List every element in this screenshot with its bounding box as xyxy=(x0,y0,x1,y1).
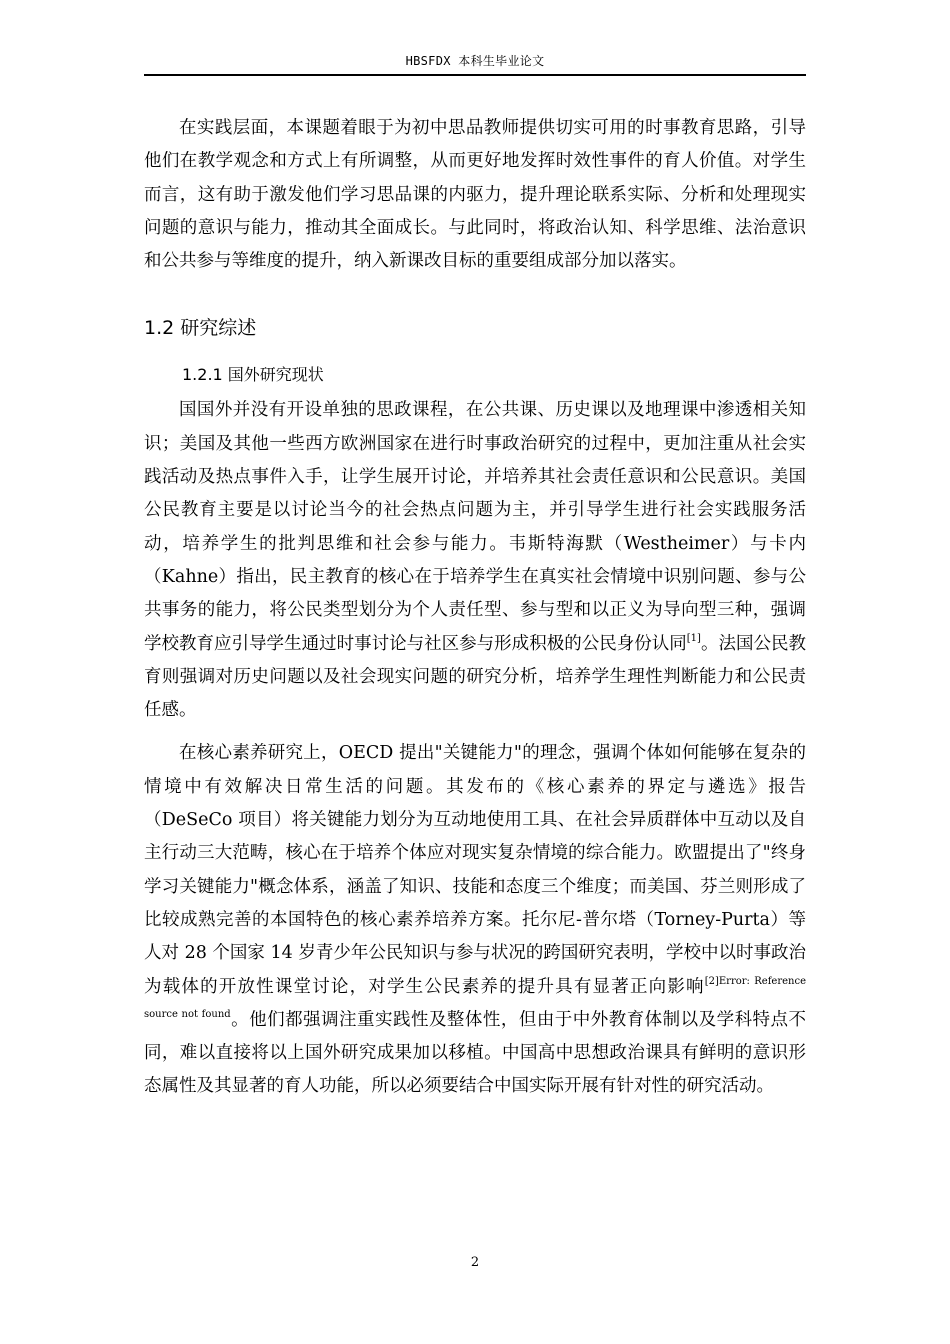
header-rule xyxy=(144,74,806,76)
citation-reference-error[interactable]: [2]Error: Reference source not found xyxy=(144,975,806,1020)
running-header: HBSFDX 本科生毕业论文 xyxy=(405,54,545,68)
paragraph-core-literacy xyxy=(144,737,806,1103)
paragraph-text: 在核心素养研究上，OECD 提出"关键能力"的理念，强调个体如何能够在复杂的情境中有效解决日常生活的问题。其发布的《核心素养的界定与遴选》报告（DeSeCo 项目）将关键能力划分为互动地使用工具、在社会异质群体中互动以及自主行动三大范畴，核心在于培养个体应对现实复杂情境的综合能力。欧盟提出了"终身学习关键能力"概念体系，涵盖了知识、技能和态度三个维度；而美国、芬兰则形成了比较成熟完善的本国特色的核心素养培养方案。托尔尼-普尔塔（Torney-Purta）等人对 28 个国家 14 岁青少年公民知识与参与状况的跨国研究表明，学校中以时事政治为载体的开放性课堂讨论，对学生公民素养的提升具有显著正向影响 xyxy=(144,743,806,997)
paragraph-text: 国国外并没有开设单独的思政课程，在公共课、历史课以及地理课中渗透相关知识；美国及其他一些西方欧洲国家在进行时事政治研究的过程中，更加注重从社会实践活动及热点事件入手，让学生展开讨论，并培养其社会责任意识和公民意识。美国公民教育主要是以讨论当今的社会热点问题为主，并引导学生进行社会实践服务活动，培养学生的批判思维和社会参与能力。韦斯特海默（Westheimer）与卡内（Kahne）指出，民主教育的核心在于培养学生在真实社会情境中识别问题、参与公共事务的能力，将公民类型划分为个人责任型、参与型和以正义为导向型三种，强调学校教育应引导学生通过时事讨论与社区参与形成积极的公民身份认同 xyxy=(144,400,806,654)
paragraph-text-tail: 。他们都强调注重实践性及整体性，但由于中外教育体制以及学科特点不同，难以直接将以上国外研究成果加以移植。中国高中思想政治课具有鲜明的意识形态属性及其显著的育人功能，所以必须要结合中国实际开展有针对性的研究活动。 xyxy=(144,1009,807,1097)
paragraph-foreign-research xyxy=(144,394,806,727)
page-body xyxy=(144,112,806,1104)
subsection-heading: 1.2.1 国外研究现状 xyxy=(182,365,324,385)
paragraph-text-tail: 。法国公民教育则强调对历史问题以及社会现实问题的研究分析，培养学生理性判断能力和公民责任感。 xyxy=(144,633,807,721)
citation-reference[interactable]: [1] xyxy=(686,632,701,644)
page-number: 2 xyxy=(470,1255,480,1270)
section-heading: 1.2 研究综述 xyxy=(144,317,257,340)
paragraph-practice-significance: 在实践层面，本课题着眼于为初中思品教师提供切实可用的时事教育思路，引导他们在教学观念和方式上有所调整，从而更好地发挥时效性事件的育人价值。对学生而言，这有助于激发他们学习思品课的内驱力，提升理论联系实际、分析和处理现实问题的意识与能力，推动其全面成长。与此同时，将政治认知、科学思维、法治意识和公共参与等维度的提升，纳入新课改目标的重要组成部分加以落实。 xyxy=(144,118,806,272)
